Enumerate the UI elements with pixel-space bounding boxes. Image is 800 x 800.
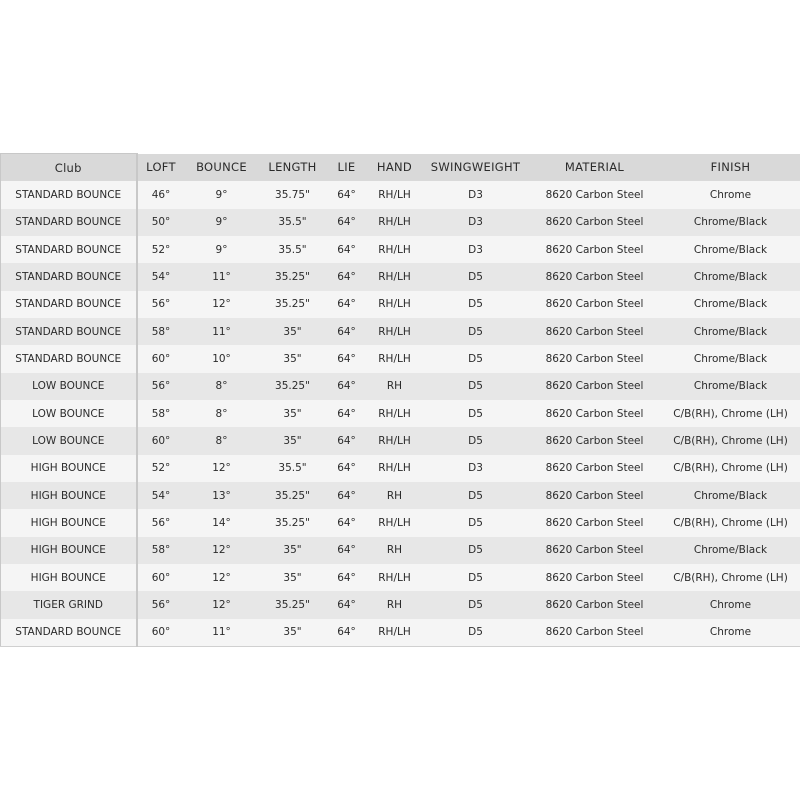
column-header-swingweight: SWINGWEIGHT [423,154,529,182]
swingweight-cell: D3 [423,181,529,208]
column-header-finish: FINISH [661,154,800,182]
length-cell: 35.5" [259,455,327,482]
swingweight-cell: D5 [423,400,529,427]
hand-cell: RH/LH [367,181,423,208]
table-row [1,591,800,618]
swingweight-cell: D5 [423,564,529,591]
material-cell: 8620 Carbon Steel [529,564,661,591]
hand-cell: RH [367,537,423,564]
length-cell: 35.25" [259,591,327,618]
lie-cell: 64° [327,236,367,263]
length-cell: 35" [259,564,327,591]
swingweight-cell: D3 [423,236,529,263]
hand-cell: RH/LH [367,509,423,536]
column-header-club: Club [1,154,137,182]
swingweight-cell: D5 [423,318,529,345]
length-cell: 35.25" [259,373,327,400]
hand-cell: RH [367,482,423,509]
bounce-cell: 11° [185,263,259,290]
bounce-cell: 11° [185,619,259,647]
material-cell: 8620 Carbon Steel [529,455,661,482]
club-cell: LOW BOUNCE [1,373,137,400]
lie-cell: 64° [327,619,367,647]
swingweight-cell: D5 [423,427,529,454]
table-row [1,345,800,372]
lie-cell: 64° [327,373,367,400]
table-row [1,209,800,236]
finish-cell: Chrome/Black [661,482,800,509]
material-cell: 8620 Carbon Steel [529,236,661,263]
club-cell: HIGH BOUNCE [1,455,137,482]
lie-cell: 64° [327,482,367,509]
swingweight-cell: D5 [423,482,529,509]
bounce-cell: 8° [185,427,259,454]
loft-cell: 60° [137,345,185,372]
finish-cell: Chrome/Black [661,291,800,318]
column-header-length: LENGTH [259,154,327,182]
swingweight-cell: D5 [423,263,529,290]
lie-cell: 64° [327,509,367,536]
hand-cell: RH [367,373,423,400]
table-header [1,154,800,182]
material-cell: 8620 Carbon Steel [529,263,661,290]
finish-cell: C/B(RH), Chrome (LH) [661,455,800,482]
bounce-cell: 9° [185,181,259,208]
length-cell: 35.25" [259,482,327,509]
club-cell: STANDARD BOUNCE [1,619,137,647]
table-row [1,181,800,208]
column-header-loft: LOFT [137,154,185,182]
hand-cell: RH/LH [367,263,423,290]
hand-cell: RH/LH [367,209,423,236]
loft-cell: 50° [137,209,185,236]
lie-cell: 64° [327,427,367,454]
club-cell: LOW BOUNCE [1,400,137,427]
material-cell: 8620 Carbon Steel [529,427,661,454]
bounce-cell: 8° [185,400,259,427]
club-cell: HIGH BOUNCE [1,537,137,564]
loft-cell: 56° [137,373,185,400]
bounce-cell: 8° [185,373,259,400]
table-row [1,564,800,591]
loft-cell: 56° [137,509,185,536]
length-cell: 35" [259,427,327,454]
lie-cell: 64° [327,318,367,345]
lie-cell: 64° [327,537,367,564]
hand-cell: RH/LH [367,400,423,427]
swingweight-cell: D3 [423,455,529,482]
hand-cell: RH/LH [367,619,423,647]
material-cell: 8620 Carbon Steel [529,509,661,536]
table-row [1,427,800,454]
club-cell: STANDARD BOUNCE [1,181,137,208]
length-cell: 35" [259,400,327,427]
club-cell: STANDARD BOUNCE [1,209,137,236]
material-cell: 8620 Carbon Steel [529,537,661,564]
finish-cell: Chrome [661,181,800,208]
bounce-cell: 10° [185,345,259,372]
length-cell: 35.5" [259,236,327,263]
bounce-cell: 12° [185,291,259,318]
finish-cell: C/B(RH), Chrome (LH) [661,400,800,427]
table-row [1,400,800,427]
bounce-cell: 9° [185,236,259,263]
material-cell: 8620 Carbon Steel [529,181,661,208]
swingweight-cell: D5 [423,619,529,647]
table-row [1,236,800,263]
club-cell: STANDARD BOUNCE [1,318,137,345]
column-header-material: MATERIAL [529,154,661,182]
length-cell: 35" [259,345,327,372]
material-cell: 8620 Carbon Steel [529,482,661,509]
bounce-cell: 12° [185,455,259,482]
finish-cell: Chrome [661,591,800,618]
hand-cell: RH/LH [367,236,423,263]
bounce-cell: 12° [185,537,259,564]
column-header-bounce: BOUNCE [185,154,259,182]
bounce-cell: 13° [185,482,259,509]
length-cell: 35.75" [259,181,327,208]
loft-cell: 54° [137,482,185,509]
finish-cell: Chrome/Black [661,537,800,564]
club-cell: HIGH BOUNCE [1,564,137,591]
swingweight-cell: D3 [423,209,529,236]
material-cell: 8620 Carbon Steel [529,291,661,318]
material-cell: 8620 Carbon Steel [529,318,661,345]
club-cell: STANDARD BOUNCE [1,263,137,290]
finish-cell: Chrome/Black [661,209,800,236]
swingweight-cell: D5 [423,537,529,564]
club-cell: HIGH BOUNCE [1,509,137,536]
column-header-hand: HAND [367,154,423,182]
lie-cell: 64° [327,291,367,318]
club-cell: STANDARD BOUNCE [1,345,137,372]
club-cell: STANDARD BOUNCE [1,291,137,318]
material-cell: 8620 Carbon Steel [529,345,661,372]
material-cell: 8620 Carbon Steel [529,400,661,427]
finish-cell: C/B(RH), Chrome (LH) [661,509,800,536]
club-cell: TIGER GRIND [1,591,137,618]
length-cell: 35.25" [259,509,327,536]
loft-cell: 52° [137,236,185,263]
club-cell: LOW BOUNCE [1,427,137,454]
bounce-cell: 14° [185,509,259,536]
lie-cell: 64° [327,591,367,618]
lie-cell: 64° [327,209,367,236]
finish-cell: Chrome/Black [661,318,800,345]
loft-cell: 56° [137,591,185,618]
length-cell: 35.25" [259,263,327,290]
loft-cell: 60° [137,564,185,591]
swingweight-cell: D5 [423,345,529,372]
finish-cell: Chrome/Black [661,345,800,372]
hand-cell: RH/LH [367,318,423,345]
club-cell: STANDARD BOUNCE [1,236,137,263]
lie-cell: 64° [327,400,367,427]
bounce-cell: 9° [185,209,259,236]
material-cell: 8620 Carbon Steel [529,373,661,400]
swingweight-cell: D5 [423,291,529,318]
table-row [1,318,800,345]
hand-cell: RH/LH [367,564,423,591]
length-cell: 35.25" [259,291,327,318]
material-cell: 8620 Carbon Steel [529,619,661,647]
hand-cell: RH/LH [367,291,423,318]
wedge-spec-table [0,153,800,647]
hand-cell: RH/LH [367,427,423,454]
lie-cell: 64° [327,263,367,290]
header-row [1,154,800,182]
lie-cell: 64° [327,181,367,208]
column-header-lie: LIE [327,154,367,182]
swingweight-cell: D5 [423,509,529,536]
length-cell: 35" [259,537,327,564]
loft-cell: 58° [137,537,185,564]
loft-cell: 58° [137,318,185,345]
bounce-cell: 11° [185,318,259,345]
table-row [1,619,800,647]
loft-cell: 58° [137,400,185,427]
finish-cell: Chrome/Black [661,263,800,290]
material-cell: 8620 Carbon Steel [529,591,661,618]
table-row [1,373,800,400]
loft-cell: 52° [137,455,185,482]
hand-cell: RH/LH [367,455,423,482]
hand-cell: RH/LH [367,345,423,372]
lie-cell: 64° [327,564,367,591]
loft-cell: 54° [137,263,185,290]
hand-cell: RH [367,591,423,618]
table-row [1,537,800,564]
finish-cell: Chrome [661,619,800,647]
loft-cell: 60° [137,427,185,454]
loft-cell: 46° [137,181,185,208]
lie-cell: 64° [327,455,367,482]
table-row [1,291,800,318]
lie-cell: 64° [327,345,367,372]
table-row [1,455,800,482]
finish-cell: Chrome/Black [661,236,800,263]
finish-cell: C/B(RH), Chrome (LH) [661,564,800,591]
bounce-cell: 12° [185,564,259,591]
material-cell: 8620 Carbon Steel [529,209,661,236]
swingweight-cell: D5 [423,591,529,618]
bounce-cell: 12° [185,591,259,618]
swingweight-cell: D5 [423,373,529,400]
table-row [1,509,800,536]
length-cell: 35" [259,318,327,345]
loft-cell: 60° [137,619,185,647]
finish-cell: C/B(RH), Chrome (LH) [661,427,800,454]
length-cell: 35.5" [259,209,327,236]
club-cell: HIGH BOUNCE [1,482,137,509]
table-body [1,181,800,646]
table-row [1,482,800,509]
loft-cell: 56° [137,291,185,318]
length-cell: 35" [259,619,327,647]
finish-cell: Chrome/Black [661,373,800,400]
table-row [1,263,800,290]
